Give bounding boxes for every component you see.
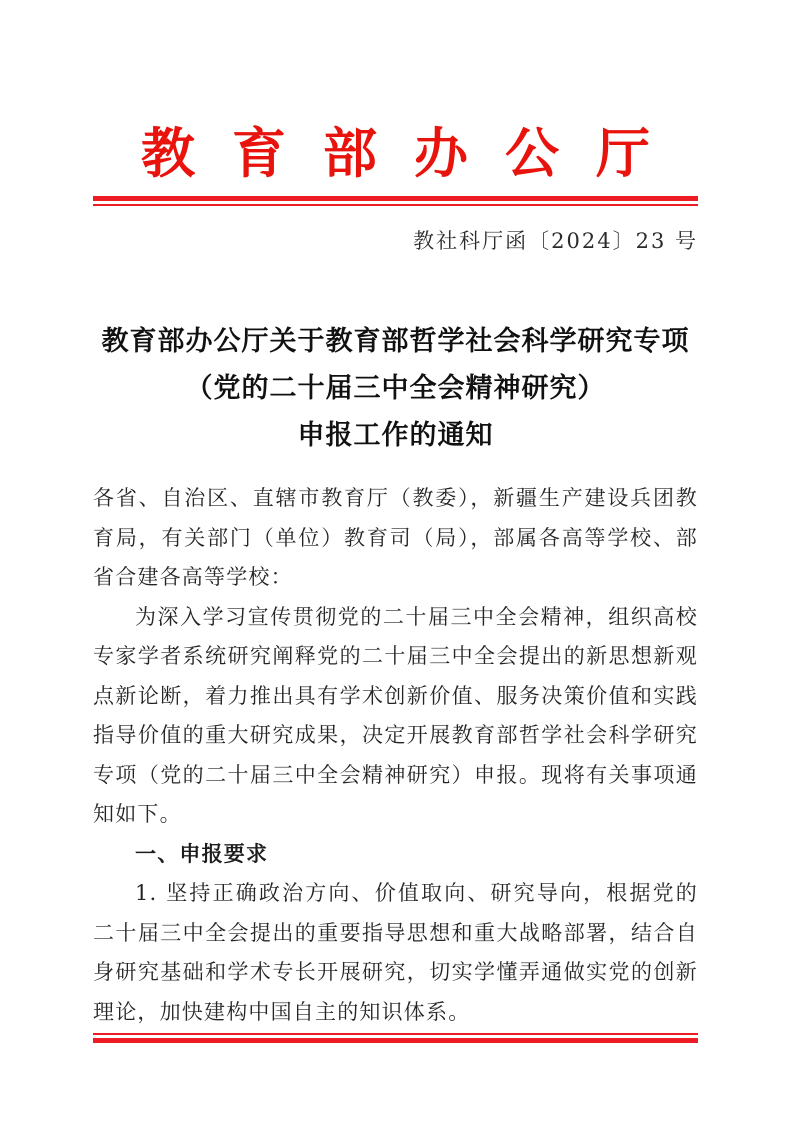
footer-rule: [93, 1033, 698, 1043]
letterhead-org-name: 教育部办公厅: [141, 121, 687, 185]
letterhead-rule-thick: [93, 196, 698, 201]
footer-rule-thin: [93, 1033, 698, 1035]
section-1-heading: 一、申报要求: [135, 841, 269, 866]
document-body: [93, 479, 698, 1032]
document-title-line-1: 教育部办公厅关于教育部哲学社会科学研究专项: [101, 326, 690, 357]
document-title-line-2: （党的二十届三中全会精神研究）: [185, 373, 606, 404]
document-number: 教社科厅函〔2024〕23 号: [413, 229, 698, 253]
footer-rule-thick: [93, 1038, 698, 1043]
section-1-item-1: 1. 坚持正确政治方向、价值取向、研究导向，根据党的二十届三中全会提出的重要指导思想和重大战略部署，结合自身研究基础和学术专长开展研究，切实学懂弄通做实党的创新理论，加快建构中国自主的知识体系。: [93, 881, 698, 1024]
document-content: [0, 123, 793, 1043]
document-title-line-3: 申报工作的通知: [297, 420, 494, 451]
letterhead-rule: [93, 196, 698, 206]
document-title: [93, 318, 698, 459]
intro-paragraph: 为深入学习宣传贯彻党的二十届三中全会精神，组织高校专家学者系统研究阐释党的二十届三中全会提出的新思想新观点新论断，着力推出具有学术创新价值、服务决策价值和实践指导价值的重大研究成果，决定开展教育部哲学社会科学研究专项（党的二十届三中全会精神研究）申报。现将有关事项通知如下。: [93, 604, 698, 826]
letterhead-rule-thin: [93, 204, 698, 206]
salutation-paragraph: 各省、自治区、直辖市教育厅（教委），新疆生产建设兵团教育局，有关部门（单位）教育司（局），部属各高等学校、部省合建各高等学校：: [93, 486, 698, 589]
